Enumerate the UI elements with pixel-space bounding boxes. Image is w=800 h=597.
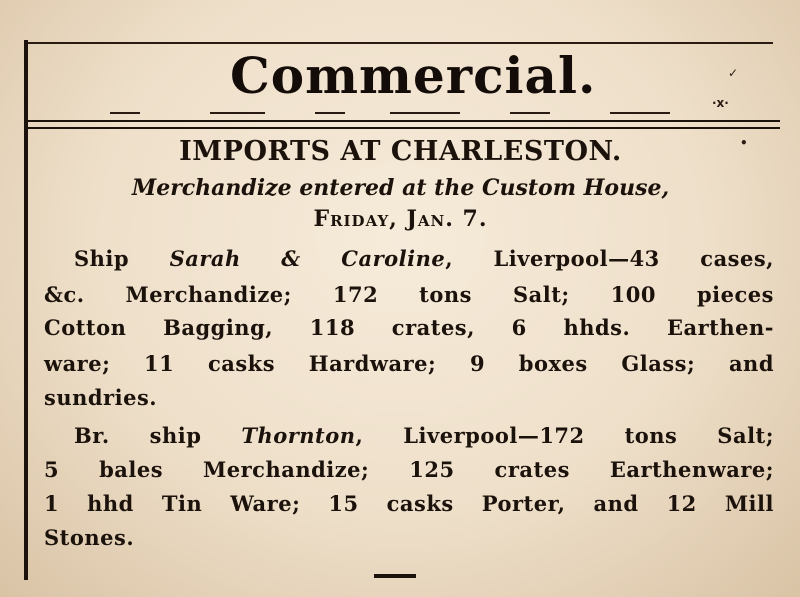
entry-line: ware; 11 casks Hardware; 9 boxes Glass; and	[44, 351, 774, 376]
entry-cargo-text: , Liverpool—172 tons Salt;	[355, 423, 775, 448]
vessel-name: Sarah & Caroline	[169, 246, 446, 271]
entry-cargo-text: , Liverpool—43 cases,	[445, 246, 774, 271]
masthead-title: Commercial.	[230, 46, 597, 105]
decorative-dash-rule	[90, 108, 730, 118]
ink-speck: ·x·	[712, 96, 729, 110]
entry-line: 1 hhd Tin Ware; 15 casks Porter, and 12 Mill	[44, 491, 774, 516]
entry-first-line	[74, 422, 774, 450]
entry-line: 5 bales Merchandize; 125 crates Earthenware;	[44, 457, 774, 482]
vessel-prefix: Br. ship	[74, 423, 242, 448]
section-subtitle: Merchandize entered at the Custom House,	[131, 175, 670, 201]
entry-line: Cotton Bagging, 118 crates, 6 hhds. Earthen-	[44, 315, 774, 340]
entry-line: &c. Merchandize; 172 tons Salt; 100 pieces	[44, 282, 774, 307]
section-double-rule	[28, 120, 780, 129]
dateline: Friday, Jan. 7.	[313, 206, 488, 232]
entry-line: sundries.	[44, 385, 158, 410]
vessel-prefix: Ship	[74, 246, 170, 271]
ink-speck: •	[740, 136, 748, 150]
entry-first-line	[74, 245, 774, 273]
entry-line: Stones.	[44, 525, 135, 550]
section-title: IMPORTS AT CHARLESTON.	[179, 136, 622, 167]
vessel-name: Thornton	[241, 423, 356, 448]
end-rule	[374, 574, 416, 578]
ink-speck: ✓	[728, 66, 739, 80]
